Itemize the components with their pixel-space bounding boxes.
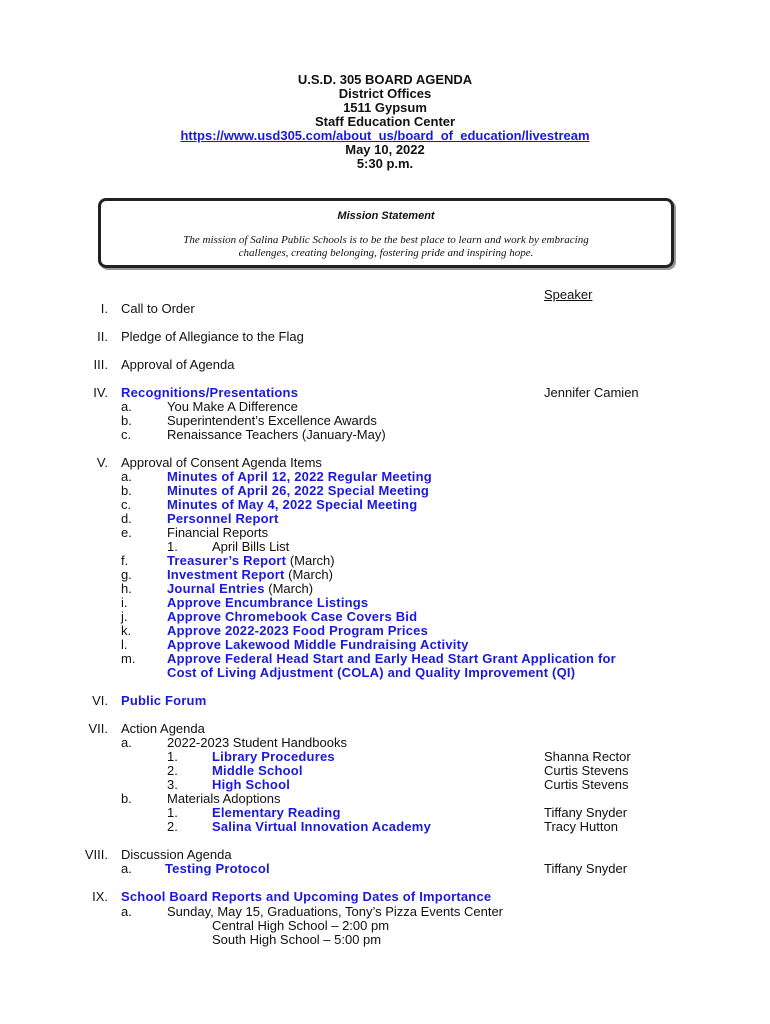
item-letter: a.	[121, 735, 132, 750]
speaker-name: Tracy Hutton	[544, 819, 618, 834]
recognitions-link[interactable]: Recognitions/Presentations	[121, 385, 299, 400]
list-item: Renaissance Teachers (January-May)	[167, 427, 386, 442]
minutes-april-26-link[interactable]: Minutes of April 26, 2022 Special Meeting	[167, 483, 430, 498]
item-suffix: (March)	[264, 581, 314, 596]
section-approval: Approval of Agenda	[121, 357, 235, 372]
item-letter: m.	[121, 651, 136, 666]
section-consent-agenda: Approval of Consent Agenda Items	[121, 455, 322, 470]
item-letter: a.	[121, 469, 132, 484]
section-discussion-agenda: Discussion Agenda	[121, 847, 232, 862]
head-start-grant-link[interactable]: Approve Federal Head Start and Early Head Start Grant Application for	[167, 651, 616, 666]
meeting-time: 5:30 p.m.	[356, 156, 414, 171]
item-letter: d.	[121, 511, 132, 526]
personnel-report-link[interactable]: Personnel Report	[167, 511, 279, 526]
testing-protocol-link[interactable]: Testing Protocol	[165, 861, 270, 876]
item-letter: a.	[121, 399, 132, 414]
minutes-april-12-link[interactable]: Minutes of April 12, 2022 Regular Meeting	[167, 469, 432, 484]
agenda-title: U.S.D. 305 BOARD AGENDA	[297, 72, 473, 87]
item-letter: g.	[121, 567, 132, 582]
speaker-name: Shanna Rector	[544, 749, 631, 764]
item-letter: a.	[121, 904, 132, 919]
list-item: April Bills List	[212, 539, 290, 554]
item-letter: b.	[121, 483, 132, 498]
item-number: 1.	[167, 749, 178, 764]
section-number: I.	[100, 301, 108, 316]
item-letter: c.	[121, 497, 132, 512]
item-number: 3.	[167, 777, 178, 792]
item-letter: a.	[121, 861, 132, 876]
middle-school-link[interactable]: Middle School	[212, 763, 303, 778]
list-item: Financial Reports	[167, 525, 269, 540]
section-number: V.	[96, 455, 108, 470]
header-line: 1511 Gypsum	[343, 100, 427, 115]
item-suffix: (March)	[286, 553, 335, 568]
item-letter: j.	[121, 609, 128, 624]
speaker-name: Tiffany Snyder	[544, 805, 628, 820]
speaker-name: Tiffany Snyder	[544, 861, 628, 876]
high-school-link[interactable]: High School	[212, 777, 291, 792]
header-line: Staff Education Center	[314, 114, 456, 129]
item-number: 2.	[167, 763, 178, 778]
list-item: You Make A Difference	[167, 399, 298, 414]
item-letter: c.	[121, 427, 132, 442]
list-item: Materials Adoptions	[167, 791, 281, 806]
mission-title: Mission Statement	[337, 210, 435, 222]
mission-box	[98, 198, 674, 268]
livestream-link[interactable]: https://www.usd305.com/about_us/board_of_education/livestream	[180, 128, 590, 143]
list-item: South High School – 5:00 pm	[212, 932, 382, 947]
item-number: 1.	[167, 539, 178, 554]
chromebook-bid-link[interactable]: Approve Chromebook Case Covers Bid	[167, 609, 418, 624]
item-letter: e.	[121, 525, 132, 540]
list-item: 2022-2023 Student Handbooks	[167, 735, 347, 750]
section-number: IX.	[92, 889, 108, 904]
board-reports-link[interactable]: School Board Reports and Upcoming Dates of Importance	[121, 889, 492, 904]
item-letter: h.	[121, 581, 132, 596]
elementary-reading-link[interactable]: Elementary Reading	[212, 805, 341, 820]
head-start-grant-link-cont[interactable]: Cost of Living Adjustment (COLA) and Quality Improvement (QI)	[167, 665, 576, 680]
list-item: Central High School – 2:00 pm	[212, 918, 390, 933]
mission-line: challenges, creating belonging, fostering pride and inspiring hope.	[238, 247, 534, 259]
lakewood-fundraising-link[interactable]: Approve Lakewood Middle Fundraising Activity	[167, 637, 469, 652]
item-number: 2.	[167, 819, 178, 834]
item-letter: l.	[121, 637, 128, 652]
investment-report-link[interactable]: Investment Report	[167, 567, 285, 582]
meeting-date: May 10, 2022	[345, 142, 425, 157]
list-item: Sunday, May 15, Graduations, Tony’s Pizza Events Center	[167, 904, 504, 919]
list-item	[167, 554, 335, 568]
section-number: IV.	[93, 385, 108, 400]
speaker-name: Curtis Stevens	[544, 763, 629, 778]
speaker-name: Curtis Stevens	[544, 777, 629, 792]
mission-line: The mission of Salina Public Schools is to be the best place to learn and work by embracing	[183, 234, 589, 246]
item-letter: b.	[121, 791, 132, 806]
speaker-name: Jennifer Camien	[544, 385, 639, 400]
section-number: VII.	[88, 721, 108, 736]
section-pledge: Pledge of Allegiance to the Flag	[121, 329, 304, 344]
list-item	[167, 582, 313, 596]
public-forum-link[interactable]: Public Forum	[121, 693, 207, 708]
header-line: District Offices	[338, 86, 432, 101]
item-letter: f.	[121, 553, 129, 568]
section-call-to-order: Call to Order	[121, 301, 195, 316]
treasurers-report-link[interactable]: Treasurer’s Report	[167, 553, 287, 568]
library-procedures-link[interactable]: Library Procedures	[212, 749, 335, 764]
item-letter: i.	[121, 595, 128, 610]
section-number: VI.	[92, 693, 108, 708]
section-number: II.	[97, 329, 108, 344]
list-item: Superintendent’s Excellence Awards	[167, 413, 377, 428]
minutes-may-4-link[interactable]: Minutes of May 4, 2022 Special Meeting	[167, 497, 418, 512]
virtual-academy-link[interactable]: Salina Virtual Innovation Academy	[212, 819, 431, 834]
encumbrance-link[interactable]: Approve Encumbrance Listings	[167, 595, 369, 610]
section-number: III.	[93, 357, 108, 372]
item-letter: b.	[121, 413, 132, 428]
food-prices-link[interactable]: Approve 2022-2023 Food Program Prices	[167, 623, 429, 638]
speaker-column-header: Speaker	[544, 287, 593, 302]
item-number: 1.	[167, 805, 178, 820]
item-letter: k.	[121, 623, 132, 638]
section-number: VIII.	[84, 847, 108, 862]
item-suffix: (March)	[284, 567, 333, 582]
list-item	[167, 568, 333, 582]
journal-entries-link[interactable]: Journal Entries	[167, 581, 265, 596]
section-action-agenda: Action Agenda	[121, 721, 205, 736]
mission-text	[121, 234, 651, 260]
